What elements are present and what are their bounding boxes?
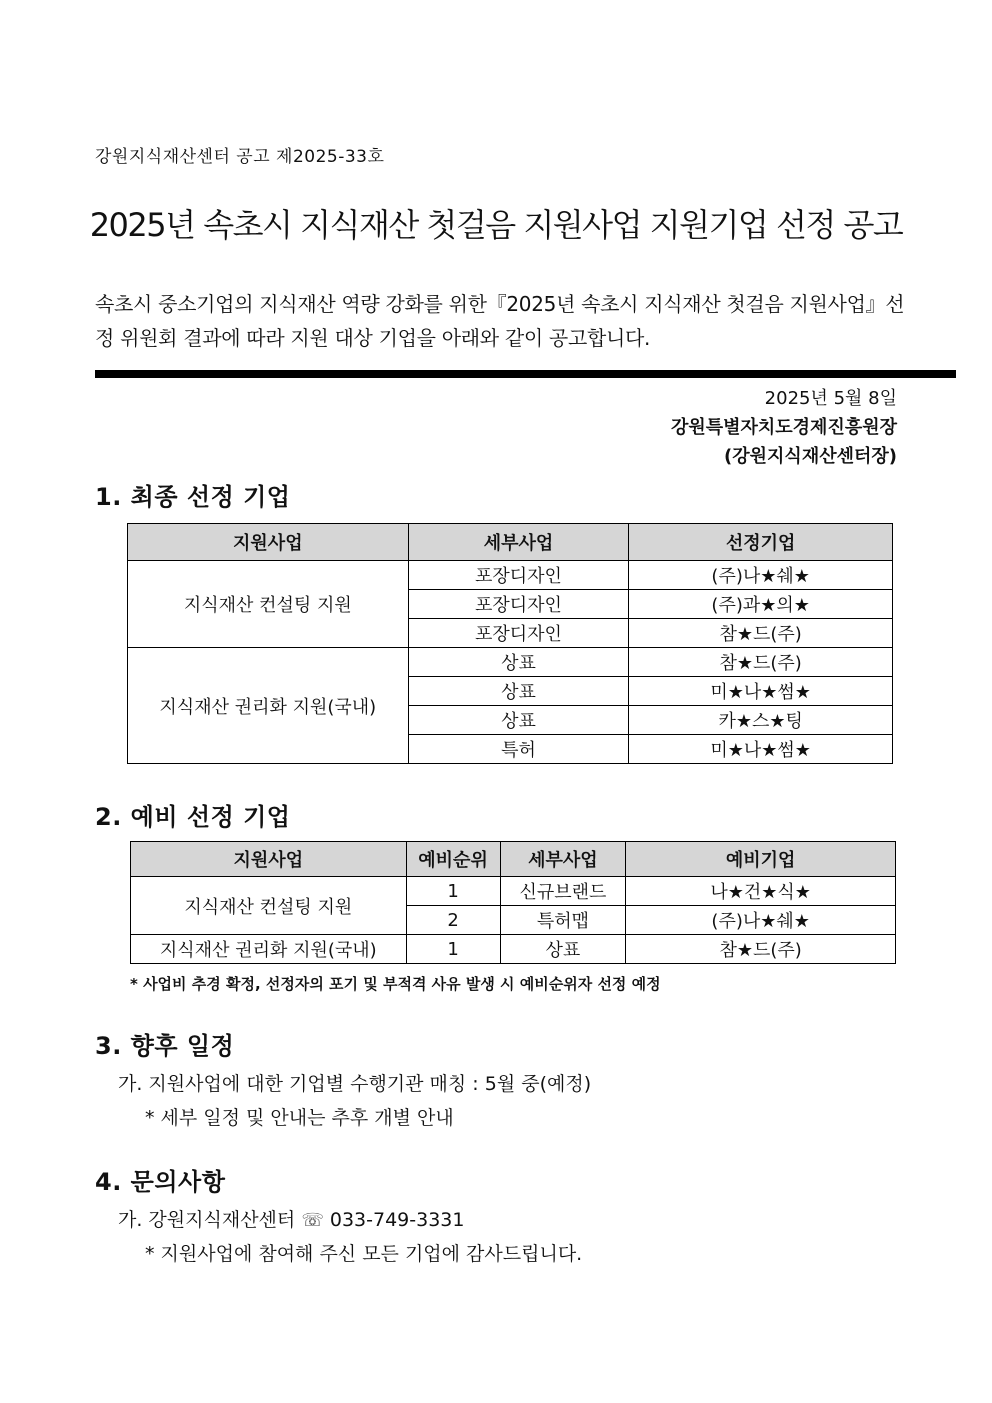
rank-cell: 1 <box>406 935 500 964</box>
reserve-selection-table <box>130 841 896 964</box>
column-header: 선정기업 <box>629 524 893 561</box>
program-cell: 지식재산 컨설팅 지원 <box>131 877 407 935</box>
rank-cell: 2 <box>406 906 500 935</box>
company-cell: 나★건★식★ <box>626 877 896 906</box>
detail-cell: 신규브랜드 <box>500 877 626 906</box>
program-cell: 지식재산 컨설팅 지원 <box>128 561 409 648</box>
rank-cell: 1 <box>406 877 500 906</box>
detail-cell: 상표 <box>408 648 629 677</box>
column-header: 지원사업 <box>128 524 409 561</box>
issuer-sub: (강원지식재산센터장) <box>724 446 897 467</box>
column-header: 세부사업 <box>500 842 626 877</box>
detail-cell: 특허맵 <box>500 906 626 935</box>
section2-heading: 2. 예비 선정 기업 <box>95 803 291 831</box>
program-cell: 지식재산 권리화 지원(국내) <box>128 648 409 764</box>
detail-cell: 상표 <box>500 935 626 964</box>
contact-phone: 033-749-3331 <box>329 1209 465 1231</box>
detail-cell: 상표 <box>408 706 629 735</box>
company-cell: 참★드(주) <box>626 935 896 964</box>
detail-cell: 포장디자인 <box>408 619 629 648</box>
company-cell: (주)나★쉐★ <box>626 906 896 935</box>
section3-heading: 3. 향후 일정 <box>95 1032 235 1060</box>
company-cell: 참★드(주) <box>629 619 893 648</box>
section4-heading: 4. 문의사항 <box>95 1168 226 1196</box>
contact-item <box>118 1205 464 1232</box>
column-header: 지원사업 <box>131 842 407 877</box>
company-cell: 미★나★썸★ <box>629 677 893 706</box>
issuer: 강원특별자치도경제진흥원장 <box>670 417 897 438</box>
company-cell: (주)나★쉐★ <box>629 561 893 590</box>
detail-cell: 포장디자인 <box>408 590 629 619</box>
column-header: 예비순위 <box>406 842 500 877</box>
section1-heading: 1. 최종 선정 기업 <box>95 483 291 511</box>
detail-cell: 특허 <box>408 735 629 764</box>
detail-cell: 포장디자인 <box>408 561 629 590</box>
page-title: 2025년 속초시 지식재산 첫걸음 지원사업 지원기업 선정 공고 <box>89 206 903 244</box>
table-header-row <box>131 842 896 877</box>
table-header-row <box>128 524 893 561</box>
final-selection-table <box>127 523 893 764</box>
table-row <box>131 935 896 964</box>
divider <box>95 370 956 378</box>
schedule-note: * 세부 일정 및 안내는 추후 개별 안내 <box>145 1107 454 1129</box>
table-row <box>128 561 893 590</box>
table-row <box>128 648 893 677</box>
intro-paragraph: 속초시 중소기업의 지식재산 역량 강화를 위한『2025년 속초시 지식재산 첫걸음 지원사업』선정 위원회 결과에 따라 지원 대상 기업을 아래와 같이 공고합니다. <box>95 292 905 350</box>
thanks-note: * 지원사업에 참여해 주신 모든 기업에 감사드립니다. <box>145 1243 583 1265</box>
company-cell: (주)과★의★ <box>629 590 893 619</box>
notice-number: 강원지식재산센터 공고 제2025-33호 <box>95 147 385 167</box>
program-cell: 지식재산 권리화 지원(국내) <box>131 935 407 964</box>
contact-label: 가. 강원지식재산센터 <box>118 1209 296 1231</box>
phone-icon: ☏ <box>301 1210 324 1231</box>
company-cell: 카★스★팅 <box>629 706 893 735</box>
company-cell: 미★나★썸★ <box>629 735 893 764</box>
table-row <box>131 877 896 906</box>
detail-cell: 상표 <box>408 677 629 706</box>
schedule-item: 가. 지원사업에 대한 기업별 수행기관 매칭 : 5월 중(예정) <box>118 1073 592 1095</box>
column-header: 세부사업 <box>408 524 629 561</box>
company-cell: 참★드(주) <box>629 648 893 677</box>
reserve-footnote: * 사업비 추경 확정, 선정자의 포기 및 부적격 사유 발생 시 예비순위자 선정 예정 <box>130 975 661 993</box>
notice-date: 2025년 5월 8일 <box>764 388 897 409</box>
column-header: 예비기업 <box>626 842 896 877</box>
